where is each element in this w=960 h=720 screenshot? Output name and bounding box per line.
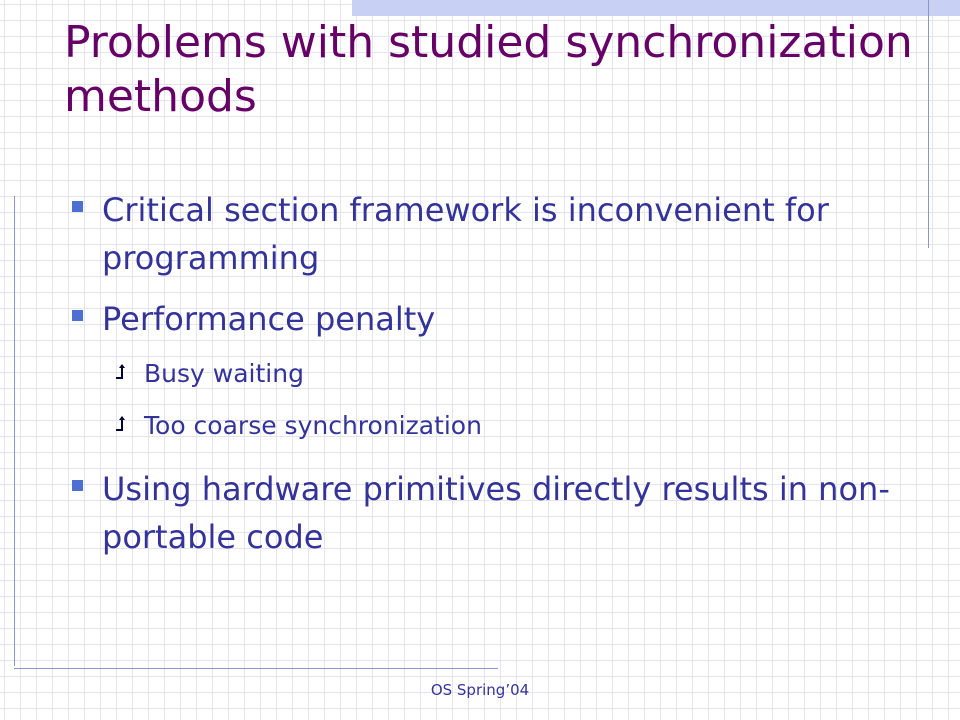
bottom-rule-line bbox=[14, 668, 498, 669]
bullet-list bbox=[0, 186, 960, 574]
arrow-bullet-icon bbox=[114, 415, 132, 433]
sub-bullet-text: Busy waiting bbox=[144, 359, 304, 388]
bullet-item bbox=[0, 186, 892, 282]
square-bullet-icon bbox=[72, 480, 83, 491]
bullet-item bbox=[0, 465, 892, 561]
bullet-text: Using hardware primitives directly results in non-portable code bbox=[102, 470, 890, 556]
bullet-text: Performance penalty bbox=[102, 300, 436, 338]
sub-bullet-item bbox=[144, 400, 892, 452]
square-bullet-icon bbox=[72, 310, 83, 321]
bullet-text: Critical section framework is inconvenient for programming bbox=[102, 191, 829, 277]
top-accent-bar bbox=[352, 0, 960, 16]
arrow-bullet-icon bbox=[114, 363, 132, 381]
bullet-item bbox=[0, 295, 892, 452]
slide-title: Problems with studied synchronization methods bbox=[64, 17, 913, 122]
slide-footer: OS Spring’04 bbox=[430, 681, 530, 699]
square-bullet-icon bbox=[72, 201, 83, 212]
sub-bullet-text: Too coarse synchronization bbox=[144, 411, 482, 440]
sub-bullet-item bbox=[144, 348, 892, 400]
sub-bullet-list bbox=[102, 348, 892, 452]
